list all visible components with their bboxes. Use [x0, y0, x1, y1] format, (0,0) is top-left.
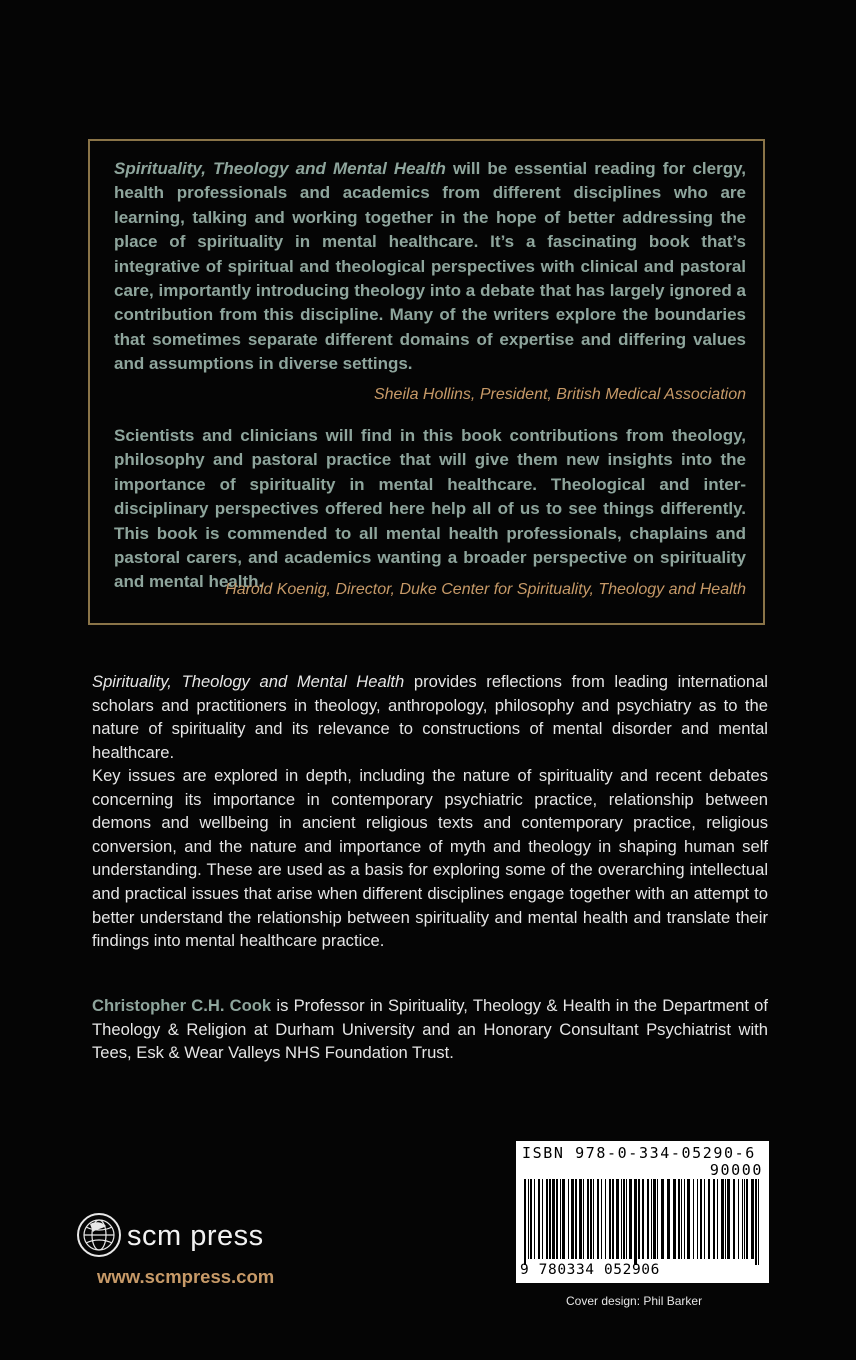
- barcode-bar: [530, 1179, 532, 1259]
- barcode-bar: [621, 1179, 622, 1259]
- barcode-bar: [651, 1179, 652, 1259]
- isbn-label: ISBN 978-0-334-05290-6: [522, 1144, 756, 1162]
- barcode-bar: [667, 1179, 670, 1259]
- barcode-bar: [681, 1179, 682, 1259]
- price-addon: 90000: [709, 1161, 763, 1179]
- author-bio: Christopher C.H. Cook is Professor in Spirituality, Theology & Health in the Department of Theology & Religion at Durham University and an Honorary Consultant Psychiatrist with Tees, Esk & Wear Valleys NHS Foundation Trust.: [92, 996, 768, 1063]
- barcode-bar: [755, 1179, 757, 1265]
- barcode-bar: [721, 1179, 724, 1259]
- endorsement-2-attribution: Harold Koenig, Director, Duke Center for Spirituality, Theology and Health: [225, 581, 746, 598]
- barcode-bar: [560, 1179, 561, 1259]
- isbn-barcode: [516, 1141, 769, 1283]
- barcode-bar: [538, 1179, 540, 1259]
- barcode-bar: [590, 1179, 592, 1259]
- barcode-bar: [552, 1179, 555, 1259]
- barcode-bar: [700, 1179, 702, 1259]
- barcode-bar: [642, 1179, 644, 1259]
- barcode-bar: [684, 1179, 685, 1259]
- barcode-bar: [653, 1179, 656, 1259]
- barcode-bar: [542, 1179, 543, 1259]
- barcode-bar: [657, 1179, 658, 1259]
- barcode-number: 9 780334 052906: [520, 1262, 660, 1278]
- barcode-bar: [687, 1179, 690, 1259]
- endorsement-1-attribution: Sheila Hollins, President, British Medical Association: [373, 386, 746, 403]
- barcode-bar: [597, 1179, 599, 1259]
- endorsement-1-text: Spirituality, Theology and Mental Health will be essential reading for clergy, health professionals and academics from different disciplines who are learning, talking and working together in the hope of better addressing the place of spirituality in mental healthcare. It’s a fascinating book that’s integrative of spiritual and theological perspectives with clinical and pastoral care, importantly introducing theology into a debate that has largely ignored a contribution from this discipline. Many of the writers explore the boundaries that sometimes separate different domains of expertise and differing values and assumptions in diverse settings.: [114, 159, 746, 374]
- publisher-website: www.scmpress.com: [97, 1266, 275, 1287]
- barcode-bar: [697, 1179, 698, 1259]
- barcode-bar: [575, 1179, 577, 1259]
- barcode-bar: [609, 1179, 611, 1259]
- barcode-bar: [693, 1179, 694, 1259]
- barcode-bar: [713, 1179, 715, 1259]
- barcode-bar: [534, 1179, 535, 1259]
- barcode-bar: [571, 1179, 574, 1259]
- barcode-bar: [678, 1179, 680, 1259]
- barcode-bar: [524, 1179, 526, 1265]
- barcode-bar: [562, 1179, 565, 1259]
- barcode-bar: [626, 1179, 627, 1259]
- book-title-italic: Spirituality, Theology and Mental Health: [92, 672, 405, 691]
- globe-logo-icon: [76, 1212, 122, 1258]
- barcode-bar: [528, 1179, 529, 1259]
- endorsement-2-text: Scientists and clinicians will find in this book contributions from theology, philosophy and pastoral practice that will give them new insights into the importance of spirituality in mental healthcare. Theological and inter-disciplinary perspectives offered here help all of us to see things differently. This book is commended to all mental health professionals, chaplains and pastoral carers, and academics wanting a broader perspective on spirituality and mental health.: [114, 426, 746, 592]
- barcode-bar: [638, 1179, 640, 1259]
- barcode-bar: [704, 1179, 705, 1259]
- barcode-bar: [605, 1179, 606, 1259]
- barcode-bar: [746, 1179, 748, 1259]
- barcode-bar: [647, 1179, 649, 1259]
- barcode-bar: [579, 1179, 582, 1259]
- barcode-bar: [593, 1179, 594, 1259]
- barcode-bar: [717, 1179, 718, 1259]
- description-paragraph-1: Spirituality, Theology and Mental Health provides reflections from leading international scholars and practitioners in theology, anthropology, philosophy and psychiatry as to the nature of spirituality and its relevance to constructions of mental disorder and mental healthcare.: [92, 672, 768, 762]
- author-name: Christopher C.H. Cook: [92, 996, 272, 1015]
- barcode-bar: [587, 1179, 589, 1259]
- barcode-bar: [758, 1179, 759, 1265]
- barcode-bar: [744, 1179, 745, 1259]
- barcode-bar: [546, 1179, 548, 1259]
- barcode-bar: [673, 1179, 676, 1259]
- barcode-bar: [556, 1179, 558, 1259]
- cover-design-credit: Cover design: Phil Barker: [566, 1294, 703, 1308]
- barcode-bar: [751, 1179, 754, 1259]
- barcode-bar: [549, 1179, 551, 1259]
- barcode-bar: [612, 1179, 614, 1259]
- barcode-bar: [733, 1179, 735, 1259]
- barcode-bar: [629, 1179, 632, 1259]
- barcode-bar: [727, 1179, 730, 1259]
- barcode-bar: [623, 1179, 625, 1259]
- barcode-bar: [601, 1179, 602, 1259]
- description-paragraph-2: Key issues are explored in depth, including the nature of spirituality and recent debates concerning its importance in contemporary psychiatric practice, relationship between demons and wellbeing in ancient religious texts and contemporary practice, religious conversion, and the nature and importance of myth and theology in shaping human self understanding. These are used as a basis for exploring some of the overarching intellectual and practical issues that arise when different disciplines engage together with an attempt to better understand the relationship between spirituality and mental health and translate their findings into mental healthcare practice.: [92, 766, 768, 951]
- barcode-bar: [616, 1179, 619, 1259]
- barcode-bar: [725, 1179, 726, 1259]
- barcode-bar: [708, 1179, 710, 1259]
- barcode-bar: [742, 1179, 743, 1259]
- barcode-bar: [738, 1179, 739, 1259]
- book-title-italic: Spirituality, Theology and Mental Health: [114, 159, 446, 178]
- barcode-bar: [661, 1179, 664, 1259]
- barcode-bar: [583, 1179, 584, 1259]
- barcode-bar: [568, 1179, 569, 1259]
- publisher-name: scm press: [127, 1220, 264, 1252]
- barcode-bar: [634, 1179, 637, 1265]
